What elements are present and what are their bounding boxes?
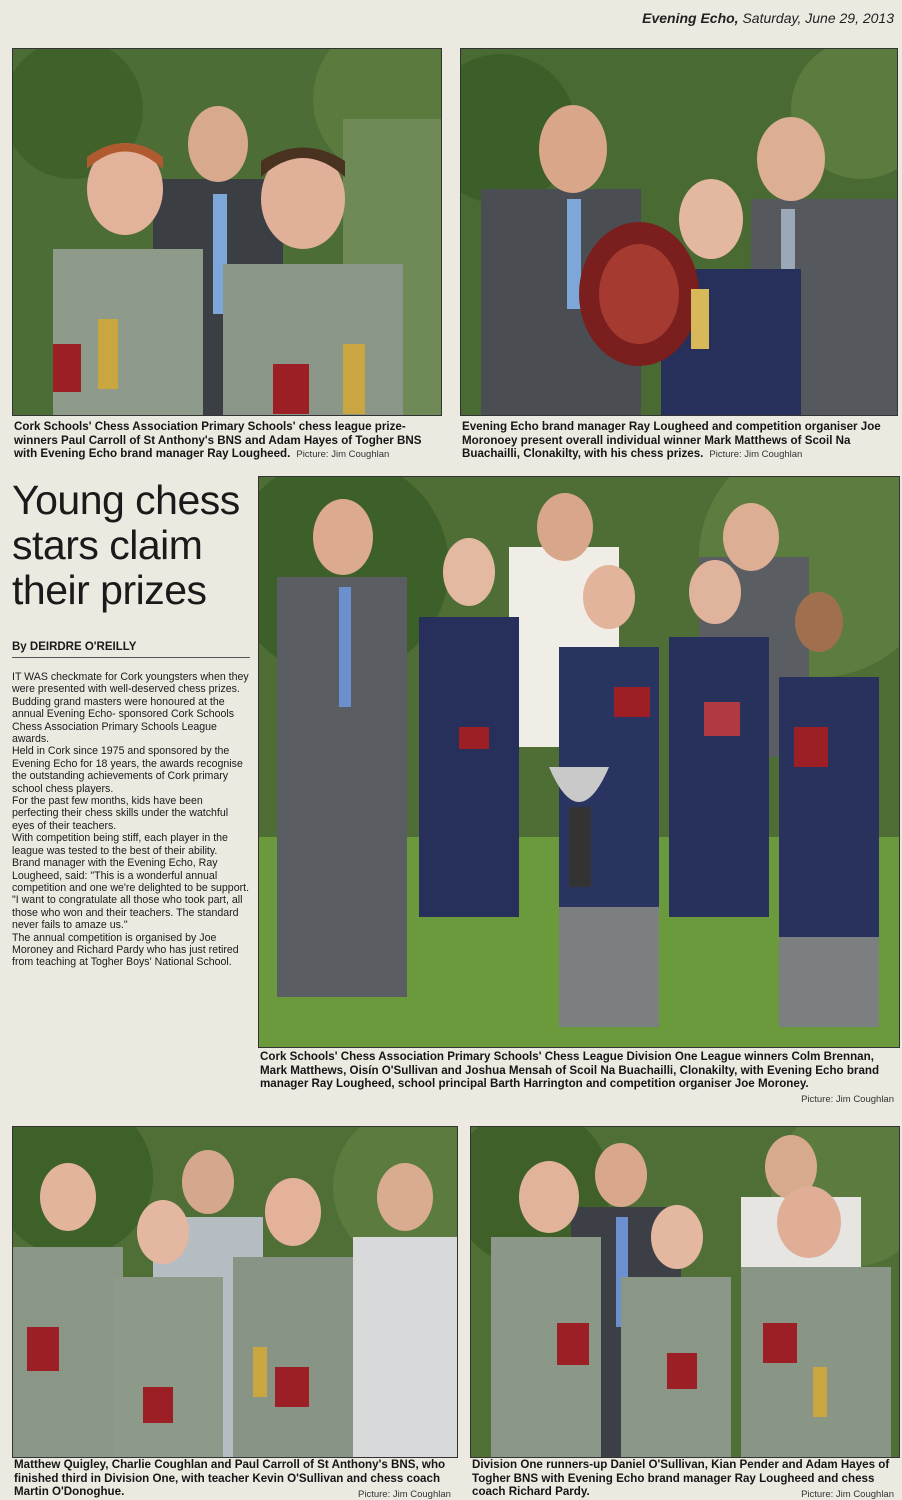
article-paragraph: IT WAS checkmate for Cork youngsters when they were presented with well-deserved chess prizes. bbox=[12, 671, 249, 696]
masthead-date: Saturday, June 29, 2013 bbox=[742, 10, 894, 26]
masthead-paper-name: Evening Echo, bbox=[642, 10, 739, 26]
caption-top-left-text: Cork Schools' Chess Association Primary Schools' chess league prize-winners Paul Carroll of St Anthony's BNS and Adam Hayes of Togher BNS with Evening Echo brand manager Ray Lougheed. bbox=[14, 420, 422, 460]
headline: Young chess stars claim their prizes bbox=[12, 477, 240, 613]
photo-bottom-left-image bbox=[13, 1127, 457, 1457]
article-paragraph: Brand manager with the Evening Echo, Ray Lougheed, said: "This is a wonderful annual competition and one we're delighted to be support. bbox=[12, 857, 250, 894]
credit-top-left: Picture: Jim Coughlan bbox=[296, 449, 390, 460]
credit-main: Picture: Jim Coughlan bbox=[801, 1094, 894, 1105]
photo-top-left bbox=[12, 48, 442, 416]
photo-top-right bbox=[460, 48, 898, 416]
caption-bottom-left-text: Matthew Quigley, Charlie Coughlan and Paul Carroll of St Anthony's BNS, who finished third in Division One, with teacher Kevin O'Sullivan and chess coach Martin O'Donoghue. bbox=[14, 1458, 446, 1498]
article-paragraph: Budding grand masters were honoured at the annual Evening Echo- sponsored Cork Schools Chess Association Primary Schools League awards. bbox=[12, 695, 235, 746]
byline: By DEIRDRE O'REILLY bbox=[12, 641, 137, 653]
photo-bottom-right-image bbox=[471, 1127, 899, 1457]
masthead bbox=[642, 10, 894, 26]
credit-bottom-right: Picture: Jim Coughlan bbox=[801, 1489, 894, 1500]
caption-main-text: Cork Schools' Chess Association Primary Schools' Chess League Division One League winners Colm Brennan, Mark Matthews, Oisín O'Sullivan and Joshua Mensah of Scoil Na Buachailli, Clonakilty, with Evening Echo brand manager Ray Lougheed, school principal Barth Harrington and competition organiser Joe Moroney. bbox=[260, 1050, 880, 1090]
byline-rule bbox=[12, 657, 250, 658]
caption-top-right bbox=[462, 420, 898, 462]
article-paragraph: Held in Cork since 1975 and sponsored by the Evening Echo for 18 years, the awards recognise the outstanding achievements of Cork primary school chess players. bbox=[12, 745, 243, 795]
credit-bottom-left: Picture: Jim Coughlan bbox=[358, 1489, 451, 1500]
photo-bottom-right bbox=[470, 1126, 900, 1458]
photo-top-left-image bbox=[13, 49, 441, 415]
article-paragraph: With competition being stiff, each player in the league was tested to the best of their ability. bbox=[12, 832, 228, 857]
article-paragraph: For the past few months, kids have been perfecting their chess skills under the watchful eyes of their teachers. bbox=[12, 795, 229, 832]
credit-top-right: Picture: Jim Coughlan bbox=[709, 449, 803, 460]
article-paragraph: "I want to congratulate all those who took part, all those who won and their teachers. The standard never fails to amaze us." bbox=[12, 894, 243, 932]
caption-top-right-text: Evening Echo brand manager Ray Lougheed and competition organiser Joe Moronoey present overall individual winner Mark Matthews of Scoil Na Buachailli, Clonakilty, with his chess prizes. bbox=[462, 420, 881, 460]
caption-top-left bbox=[14, 420, 440, 462]
caption-main bbox=[260, 1050, 890, 1091]
caption-bottom-right-text: Division One runners-up Daniel O'Sullivan, Kian Pender and Adam Hayes of Togher BNS with Evening Echo brand manager Ray Lougheed and chess coach Richard Pardy. bbox=[472, 1458, 890, 1498]
article-paragraph: The annual competition is organised by Joe Moroney and Richard Pardy who has just retired from teaching at Togher Boys' National School. bbox=[12, 931, 239, 969]
photo-main-image bbox=[259, 477, 899, 1047]
article-body bbox=[12, 671, 252, 969]
photo-main bbox=[258, 476, 900, 1048]
photo-top-right-image bbox=[461, 49, 897, 415]
photo-bottom-left bbox=[12, 1126, 458, 1458]
